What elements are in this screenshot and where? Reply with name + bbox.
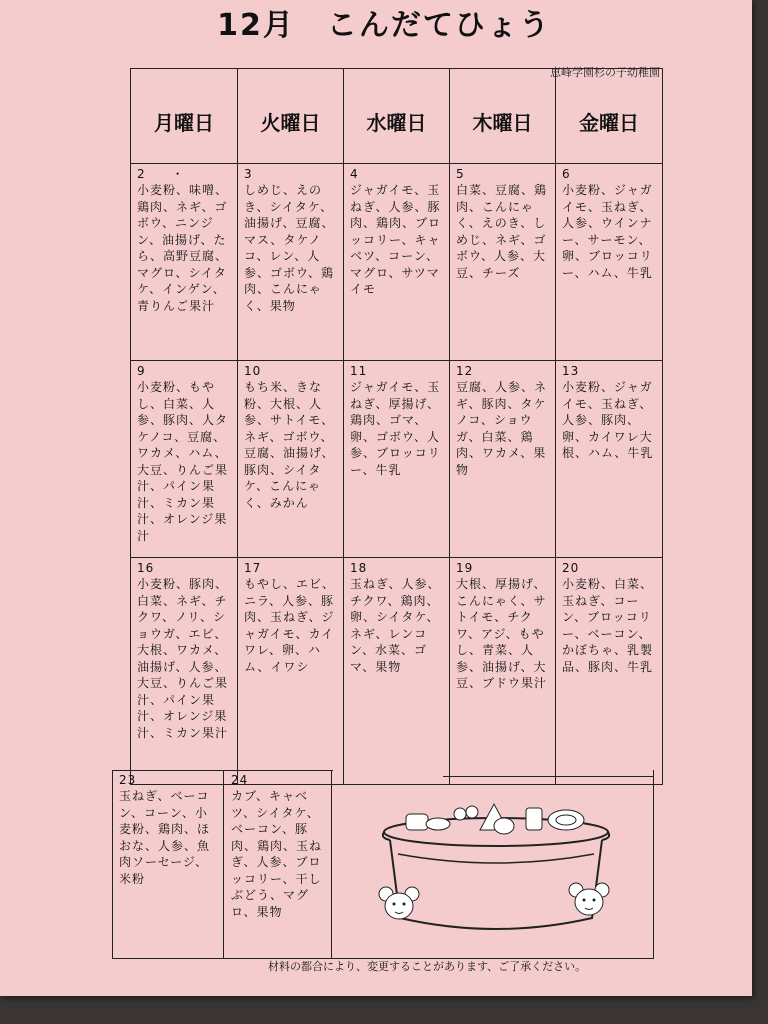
day-cell <box>450 361 556 558</box>
menu-text: ジャガイモ、玉ねぎ、厚揚げ、鶏肉、ゴマ、卵、ゴボウ、人参、ブロッコリー、牛乳 <box>350 380 441 477</box>
day-number: 4 <box>350 167 359 181</box>
menu-text: 玉ねぎ、ベーコン、コーン、小麦粉、鶏肉、ほおな、人参、魚肉ソーセージ、米粉 <box>119 789 211 886</box>
day-cell <box>344 361 450 558</box>
divider <box>443 776 653 777</box>
day-cell <box>131 164 238 361</box>
day-number: 5 <box>456 167 465 181</box>
day-number: 9 <box>137 364 146 378</box>
day-cell <box>344 558 450 785</box>
menu-text: 豆腐、人参、ネギ、豚肉、タケノコ、ショウガ、白菜、鶏肉、ワカメ、果物 <box>456 380 548 477</box>
day-cell <box>450 164 556 361</box>
day-cell <box>238 164 344 361</box>
day-cell <box>238 361 344 558</box>
day-number: 17 <box>244 561 262 575</box>
day-cell <box>556 558 663 785</box>
weekday-header: 月曜日 <box>131 69 238 164</box>
day-cell <box>131 361 238 558</box>
day-number: 20 <box>562 561 580 575</box>
menu-text: ジャガイモ、玉ねぎ、人参、豚肉、鶏肉、ブロッコリー、キャベツ、コーン、マグロ、サツマイモ <box>350 183 442 296</box>
day-number: 3 <box>244 167 253 181</box>
menu-text: 小麦粉、豚肉、白菜、ネギ、チクワ、ノリ、ショウガ、エビ、大根、ワカメ、油揚げ、人参、大豆、りんご果汁、パイン果汁、オレンジ果汁、ミカン果汁 <box>137 577 229 740</box>
day-cell <box>556 361 663 558</box>
day-number: 18 <box>350 561 368 575</box>
day-number: 10 <box>244 364 262 378</box>
weekday-header: 金曜日 <box>556 69 663 164</box>
menu-text: 大根、厚揚げ、こんにゃく、サトイモ、チクワ、アジ、もやし、青菜、人参、油揚げ、大豆、ブドウ果汁 <box>456 577 548 690</box>
page-title: 12月 こんだてひょう <box>217 8 551 43</box>
day-number: 19 <box>456 561 474 575</box>
week-row <box>131 361 663 558</box>
hotpot-illustration <box>376 790 616 940</box>
day-cell <box>131 558 238 785</box>
day-number: 13 <box>562 364 580 378</box>
day-number: 16 <box>137 561 155 575</box>
day-cell <box>344 164 450 361</box>
menu-text: 白菜、豆腐、鶏肉、こんにゃく、えのき、しめじ、ネギ、ゴボウ、人参、大豆、チーズ <box>456 183 548 280</box>
menu-text: もやし、エビ、ニラ、人参、豚肉、玉ねぎ、ジャガイモ、カイワレ、卵、ハム、イワシ <box>244 577 335 674</box>
week-row <box>131 558 663 785</box>
weekday-header: 水曜日 <box>344 69 450 164</box>
weekday-header-row <box>131 69 663 164</box>
day-cell <box>556 164 663 361</box>
day-cell <box>225 770 332 958</box>
week-row <box>131 164 663 361</box>
menu-text: 玉ねぎ、人参、チクワ、鶏肉、卵、シイタケ、ネギ、レンコン、水菜、ゴマ、果物 <box>350 577 441 674</box>
menu-table <box>130 68 663 785</box>
menu-text: 小麦粉、味噌、鶏肉、ネギ、ゴボウ、ニンジン、油揚げ、たら、高野豆腐、マグロ、シイタケ、インゲン、青りんご果汁 <box>137 183 229 313</box>
footer-note: 材料の都合により、変更することがあります、ご了承ください。 <box>268 960 587 973</box>
day-number: 11 <box>350 364 368 378</box>
menu-text: もち米、きな粉、大根、人参、サトイモ、ネギ、ゴボウ、豆腐、油揚げ、豚肉、シイタケ、こんにゃく、みかん <box>244 380 335 510</box>
day-number: 24 <box>231 773 249 787</box>
day-number: 23 <box>119 773 137 787</box>
menu-text: 小麦粉、もやし、白菜、人参、豚肉、人タケノコ、豆腐、ワカメ、ハム、大豆、りんご果汁、パイン果汁、ミカン果汁、オレンジ果汁 <box>137 380 229 543</box>
day-number: 2 ・ <box>137 167 185 181</box>
day-cell <box>113 770 224 958</box>
menu-text: 小麦粉、ジャガイモ、玉ねぎ、人参、ウインナー、サーモン、卵、ブロッコリー、ハム、牛乳 <box>562 183 653 280</box>
menu-text: しめじ、えのき、シイタケ、油揚げ、豆腐、マス、タケノコ、レン、人参、ゴボウ、鶏肉、こんにゃく、果物 <box>244 183 335 313</box>
menu-text: カブ、キャベツ、シイタケ、ベーコン、豚肉、鶏肉、玉ねぎ、人参、ブロッコリー、干しぶどう、マグロ、果物 <box>231 789 323 919</box>
day-cell <box>238 558 344 785</box>
day-cell <box>450 558 556 785</box>
weekday-header: 木曜日 <box>450 69 556 164</box>
day-number: 12 <box>456 364 474 378</box>
menu-text: 小麦粉、ジャガイモ、玉ねぎ、人参、豚肉、卵、カイワレ大根、ハム、牛乳 <box>562 380 654 460</box>
school-name: 恵峰学園杉の子幼稚園 <box>550 66 660 79</box>
weekday-header: 火曜日 <box>238 69 344 164</box>
day-number: 6 <box>562 167 571 181</box>
menu-text: 小麦粉、白菜、玉ねぎ、コーン、ブロッコリー、ベーコン、かぼちゃ、乳製品、豚肉、牛乳 <box>562 577 654 674</box>
